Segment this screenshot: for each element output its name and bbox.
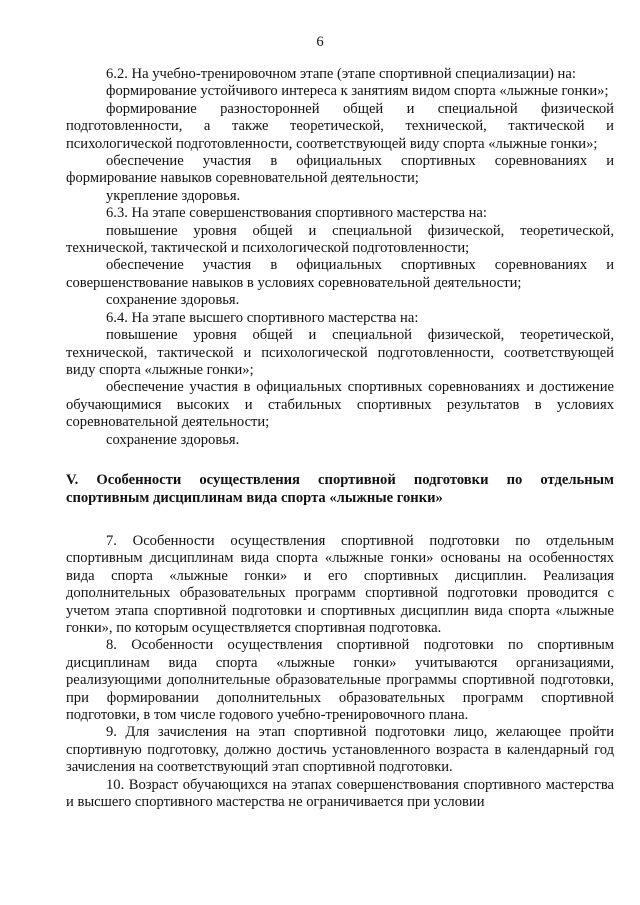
paragraph: формирование устойчивого интереса к занятиям видом спорта «лыжные гонки»; <box>106 83 609 100</box>
paragraph: 6.3. На этапе совершенствования спортивного мастерства на: <box>106 205 487 222</box>
paragraph: укрепление здоровья. <box>106 187 241 204</box>
paragraph: повышение уровня общей и специальной физической, теоретической, технической, тактической и психологической подготовленности, соответствующей виду спорта «лыжные гонки»; <box>66 327 614 378</box>
paragraph: 9. Для зачисления на этап спортивной подготовки лицо, желающее пройти спортивную подготовку, должно достичь установленного возраста в календарный год зачисления на соответствующий этап спортивной подготовки. <box>66 724 614 776</box>
section-heading: V. Особенности осуществления спортивной подготовки по отдельным спортивным дисциплинам вида спорта «лыжные гонки» <box>66 471 614 506</box>
paragraph: 10. Возраст обучающихся на этапах совершенствования спортивного мастерства и высшего спортивного мастерства не ограничивается при условии <box>66 776 614 811</box>
paragraph: сохранение здоровья. <box>106 292 240 309</box>
paragraph: обеспечение участия в официальных спортивных соревнованиях и достижение обучающимися высоких и стабильных спортивных результатов в условиях соревновательной деятельности; <box>66 379 614 431</box>
body-text <box>66 66 614 811</box>
paragraph: обеспечение участия в официальных спортивных соревнованиях и формирование навыков соревновательной деятельности; <box>66 153 614 187</box>
paragraph: 8. Особенности осуществления спортивной подготовки по спортивным дисциплинам вида спорта «лыжные гонки» учитываются организациями, реализующими дополнительные образовательные программы спортивной подготовки, при формировании дополнительных образовательных программ спортивной подготовки, в том числе годового учебно-тренировочного плана. <box>66 637 614 723</box>
paragraph: 7. Особенности осуществления спортивной подготовки по отдельным спортивным дисциплинам вида спорта «лыжные гонки» основаны на особенностях вида спорта «лыжные гонки» и его спортивных дисциплин. Реализация дополнительных образовательных программ спортивной подготовки проводится с учетом этапа спортивной подготовки и спортивных дисциплин вида спорта «лыжные гонки», по которым осуществляется спортивная подготовка. <box>66 532 614 636</box>
paragraph: повышение уровня общей и специальной физической, теоретической, технической, тактической и психологической подготовленности; <box>66 222 614 257</box>
paragraph: формирование разносторонней общей и специальной физической подготовленности, а также теоретической, технической, тактической и психологической подготовленности, соответствующей виду спорта «лыжные гонки»; <box>66 100 614 152</box>
paragraph: сохранение здоровья. <box>106 431 240 448</box>
paragraph: обеспечение участия в официальных спортивных соревнованиях и совершенствование навыков в условиях соревновательной деятельности; <box>66 257 614 291</box>
paragraph: 6.2. На учебно-тренировочном этапе (этапе спортивной специализации) на: <box>106 66 576 82</box>
paragraph: 6.4. На этапе высшего спортивного мастерства на: <box>106 309 419 326</box>
page-number: 6 <box>316 34 324 50</box>
